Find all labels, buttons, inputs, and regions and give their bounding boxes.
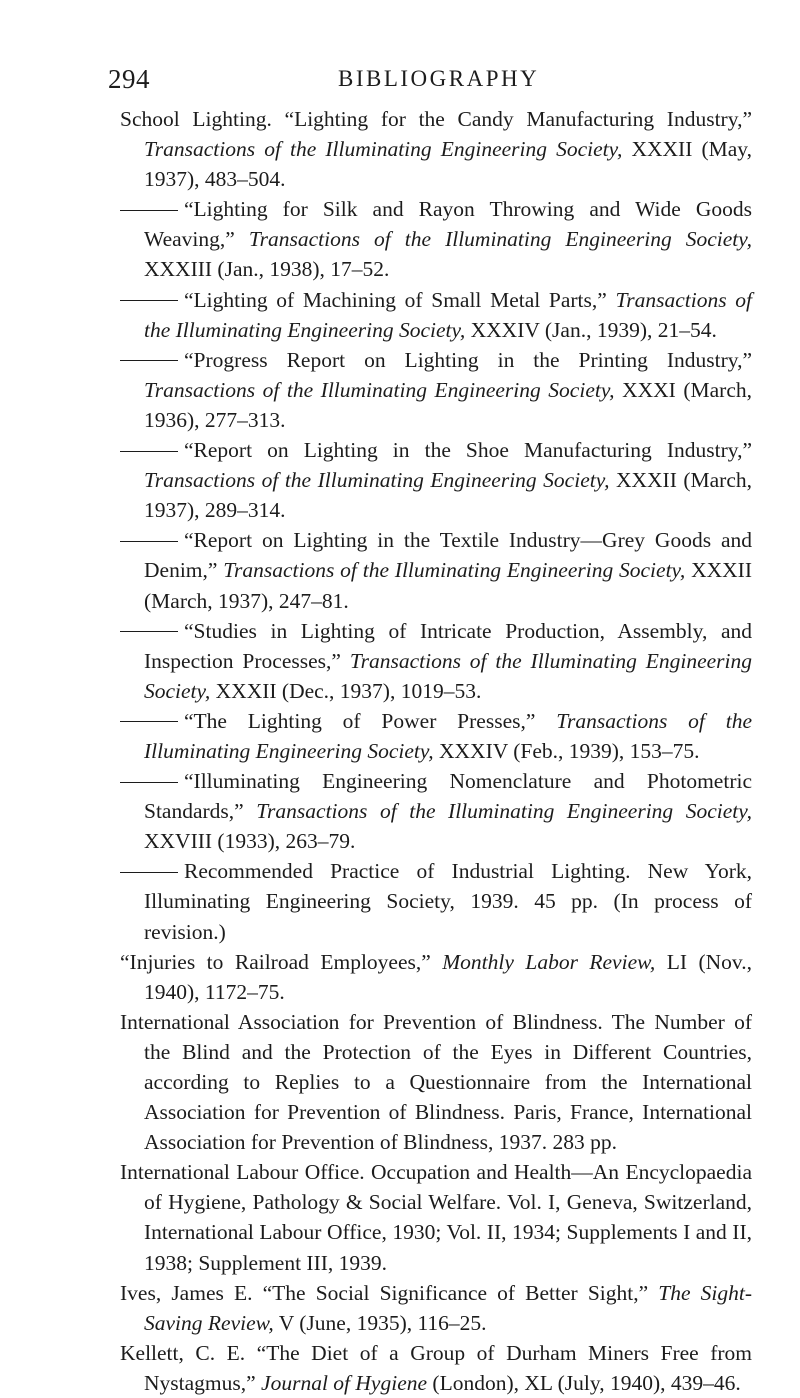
bibliography-entry [120, 194, 752, 284]
entry-journal: Journal of Hygiene [255, 1370, 428, 1395]
ditto-dash [120, 541, 178, 542]
bibliography-entry [120, 766, 752, 856]
bibliography-entry [120, 285, 752, 345]
entry-title: “Progress Report on Lighting in the Printing Industry,” [184, 347, 752, 372]
entry-title: Recommended Practice of Industrial Lighting. New York, Illuminating Engineering Society, 1939. 45 pp. (In process of revision.) [144, 859, 752, 944]
entry-author: Ives, James E. [120, 1280, 253, 1305]
bibliography-entry [120, 856, 752, 946]
entry-title: “The Diet of a Group of Durham Miners Free from Nystagmus,” [144, 1340, 753, 1395]
entry-journal: Transactions of the Illuminating Engineering Society, [144, 137, 623, 162]
ditto-dash [120, 872, 178, 873]
entry-citation: XXXI (March, 1936), 277–313. [144, 377, 752, 432]
entry-citation: XXXII (Dec., 1937), 1019–53. [210, 678, 482, 703]
entry-title: “Injuries to Railroad Employees,” [120, 949, 431, 974]
entry-title: “Lighting of Machining of Small Metal Parts,” [184, 287, 607, 312]
bibliography-entry [120, 1007, 752, 1157]
entry-title: “Lighting for Silk and Rayon Throwing and Wide Goods Weaving,” [144, 197, 752, 252]
entry-title: “The Social Significance of Better Sight,” [252, 1280, 649, 1305]
ditto-dash [120, 451, 178, 452]
entry-journal: Transactions of the Illuminating Engineering Society, [144, 377, 615, 402]
bibliography-entry [120, 1338, 752, 1398]
entry-journal: Monthly Labor Review, [430, 949, 656, 974]
entry-citation: V (June, 1935), 116–25. [273, 1310, 487, 1335]
entry-journal: Transactions of the Illuminating Engineering Society, [234, 227, 752, 252]
entry-title: “Studies in Lighting of Intricate Production, Assembly, and Inspection Processes,” [144, 618, 752, 673]
entry-journal: Transactions of the Illuminating Engineering Society, [243, 799, 752, 824]
running-head [108, 62, 738, 96]
entry-journal: Transactions of the Illuminating Engineering Society, [217, 558, 686, 583]
bibliography-entry [120, 616, 752, 706]
entry-citation: XXXII (March, 1937), 247–81. [144, 558, 752, 613]
bibliography-list [120, 104, 752, 1398]
entry-journal: Transactions of the Illuminating Engineering Society, [144, 708, 752, 763]
ditto-dash [120, 210, 178, 211]
page-number: 294 [108, 64, 150, 94]
entry-title: “Lighting for the Candy Manufacturing Industry,” [271, 107, 752, 131]
entry-citation: (London), XL (July, 1940), 439–46. [427, 1370, 741, 1395]
bibliography-entry [120, 1278, 752, 1338]
entry-author: School Lighting. [120, 107, 272, 131]
entry-citation: LI (Nov., 1940), 1172–75. [144, 949, 752, 1004]
entry-title: “Illuminating Engineering Nomenclature and Photometric Standards,” [144, 769, 752, 824]
bibliography-entry [120, 947, 752, 1007]
entry-author: Kellett, C. E. [120, 1340, 246, 1365]
entry-citation: XXXIV (Jan., 1939), 21–54. [465, 317, 717, 342]
entry-journal: The Sight-Saving Review, [144, 1280, 753, 1335]
bibliography-entry [120, 345, 752, 435]
entry-author: International Association for Prevention of Blindness. [120, 1009, 603, 1034]
bibliography-entry [120, 1157, 752, 1277]
bibliography-entry [120, 706, 752, 766]
entry-journal: Transactions of the Illuminating Engineering Society, [144, 648, 753, 703]
entry-author: International Labour Office. [120, 1160, 365, 1185]
entry-citation: XXXIV (Feb., 1939), 153–75. [433, 738, 700, 763]
entry-citation: XXXII (March, 1937), 289–314. [144, 468, 752, 523]
entry-citation: XXXIII (Jan., 1938), 17–52. [144, 257, 390, 282]
bibliography-entry [120, 525, 752, 615]
section-title: BIBLIOGRAPHY [338, 66, 540, 91]
entry-citation: XXVIII (1933), 263–79. [144, 829, 356, 854]
entry-title: “Report on Lighting in the Textile Industry—Grey Goods and Denim,” [144, 528, 752, 583]
entry-citation: XXXII (May, 1937), 483–504. [144, 137, 752, 192]
bibliography-entry [120, 104, 752, 194]
entry-title: “Report on Lighting in the Shoe Manufacturing Industry,” [184, 438, 752, 463]
bibliography-entry [120, 435, 752, 525]
ditto-dash [120, 721, 178, 722]
ditto-dash [120, 300, 178, 301]
entry-journal: Transactions of the Illuminating Engineering Society, [144, 287, 752, 342]
entry-title: “The Lighting of Power Presses,” [184, 708, 536, 733]
entry-title: The Number of the Blind and the Protection of the Eyes in Different Countries, according to Replies to a Questionnaire from the International Association for Prevention of Blindness. Paris, France, International Association for Prevention of Blindness, 1937. 283 pp. [144, 1009, 752, 1155]
ditto-dash [120, 782, 178, 783]
ditto-dash [120, 631, 178, 632]
entry-title: Occupation and Health—An Encyclopaedia of Hygiene, Pathology & Social Welfare. Vol. I, Geneva, Switzerland, International Labour Office, 1930; Vol. II, 1934; Supplements I and II, 1938; Supplement III, 1939. [144, 1160, 752, 1275]
entry-journal: Transactions of the Illuminating Engineering Society, [144, 468, 610, 493]
ditto-dash [120, 360, 178, 361]
